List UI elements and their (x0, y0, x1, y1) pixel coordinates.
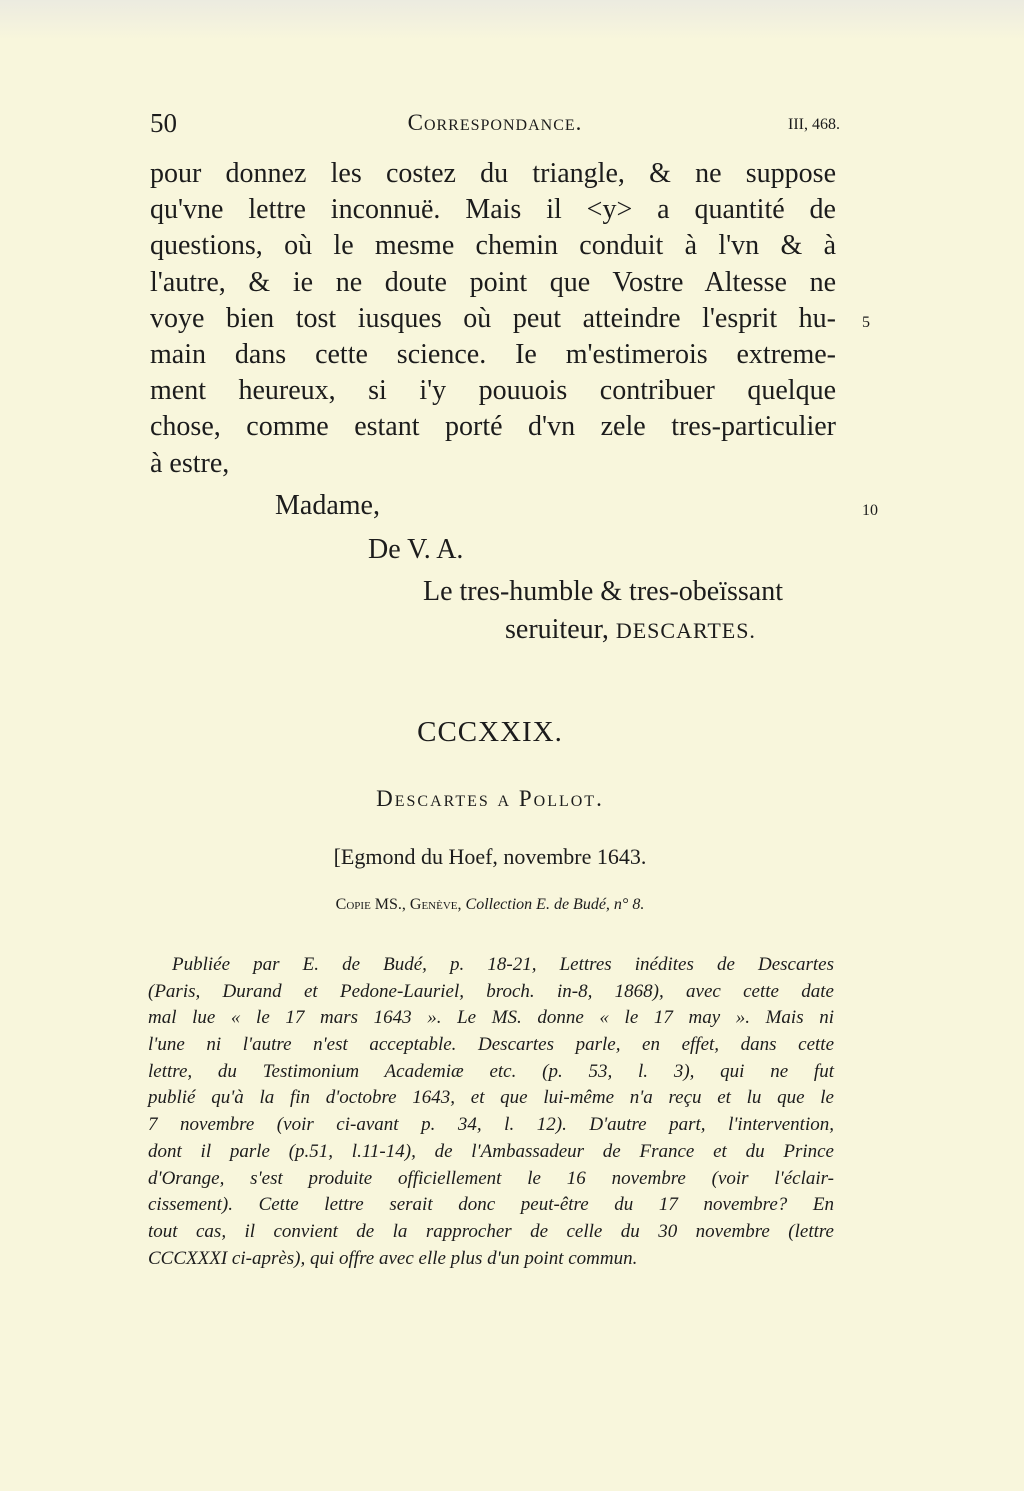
note-line: tout cas, il convient de la rapprocher de celle du 30 novembre (lettre (148, 1220, 834, 1242)
source-prefix: Copie MS., Genève, (335, 896, 462, 913)
note-line: publié qu'à la fin d'octobre 1643, et que lui-même n'a reçu et lu que le (148, 1087, 834, 1109)
closing-address: De V. A. (368, 534, 464, 565)
note-line: dont il parle (p.51, l.11-14), de l'Ambassadeur de France et du Prince (148, 1140, 834, 1162)
source-collection: Collection E. de Budé, n° 8. (465, 896, 645, 913)
closing-salutation: Madame, (275, 490, 380, 521)
note-line: lettre, du Testimonium Academiæ etc. (p. 53, l. 3), qui ne fut (148, 1060, 834, 1082)
body-line: l'autre, & ie ne doute point que Vostre Altesse ne (150, 266, 836, 298)
note-line: 7 novembre (voir ci-avant p. 34, l. 12). D'autre part, l'intervention, (148, 1114, 834, 1136)
body-line: main dans cette science. Ie m'estimerois extreme- (150, 338, 836, 370)
page-top-shading (0, 0, 1024, 40)
note-line: Publiée par E. de Budé, p. 18-21, Lettres inédites de Descartes (172, 954, 834, 975)
note-line: mal lue « le 17 mars 1643 ». Le MS. donne « le 17 may ». Mais ni (148, 1007, 834, 1029)
signature-word: seruiteur, (505, 614, 609, 645)
signature-line: Le tres-humble & tres-obeïssant (423, 576, 784, 607)
body-line: ment heureux, si i'y pouuois contribuer quelque (150, 375, 836, 407)
page-number: 50 (150, 108, 177, 138)
body-line: pour donnez les costez du triangle, & ne suppose (150, 158, 836, 189)
body-line: qu'vne lettre inconnuë. Mais il <y> a quantité de (150, 194, 836, 226)
note-line: (Paris, Durand et Pedone-Lauriel, broch. in-8, 1868), avec cette date (148, 980, 834, 1002)
note-line: l'une ni l'autre n'est acceptable. Descartes parle, en effet, dans cette (148, 1034, 834, 1056)
editorial-note (148, 952, 834, 1272)
note-line: d'Orange, s'est produite officiellement le 16 novembre (voir l'éclair- (148, 1167, 834, 1189)
line-number-marker: 5 (862, 314, 870, 331)
note-line: CCCXXXI ci-après), qui offre avec elle plus d'un point commun. (148, 1247, 638, 1269)
body-line: chose, comme estant porté d'vn zele tres-particulier (150, 411, 836, 443)
body-line: questions, où le mesme chemin conduit à l'vn & à (150, 230, 836, 262)
signature-name: DESCARTES. (615, 618, 756, 643)
letter-number: CCCXXIX. (417, 716, 563, 748)
running-header (150, 108, 840, 142)
note-line: cissement). Cette lettre serait donc peut-être du 17 novembre? En (148, 1194, 834, 1216)
volume-page-reference: III, 468. (788, 116, 840, 133)
line-number-marker: 10 (862, 502, 878, 519)
letter-date: [Egmond du Hoef, novembre 1643. (333, 844, 647, 869)
letter-source (0, 896, 980, 914)
body-line: à estre, (150, 447, 230, 479)
letter-body-text (150, 156, 836, 482)
body-line: voye bien tost iusques où peut atteindre l'esprit hu- (150, 302, 836, 334)
signature-line (505, 614, 756, 646)
running-title: Correspondance. (407, 110, 583, 135)
letter-title: Descartes a Pollot. (376, 786, 604, 811)
